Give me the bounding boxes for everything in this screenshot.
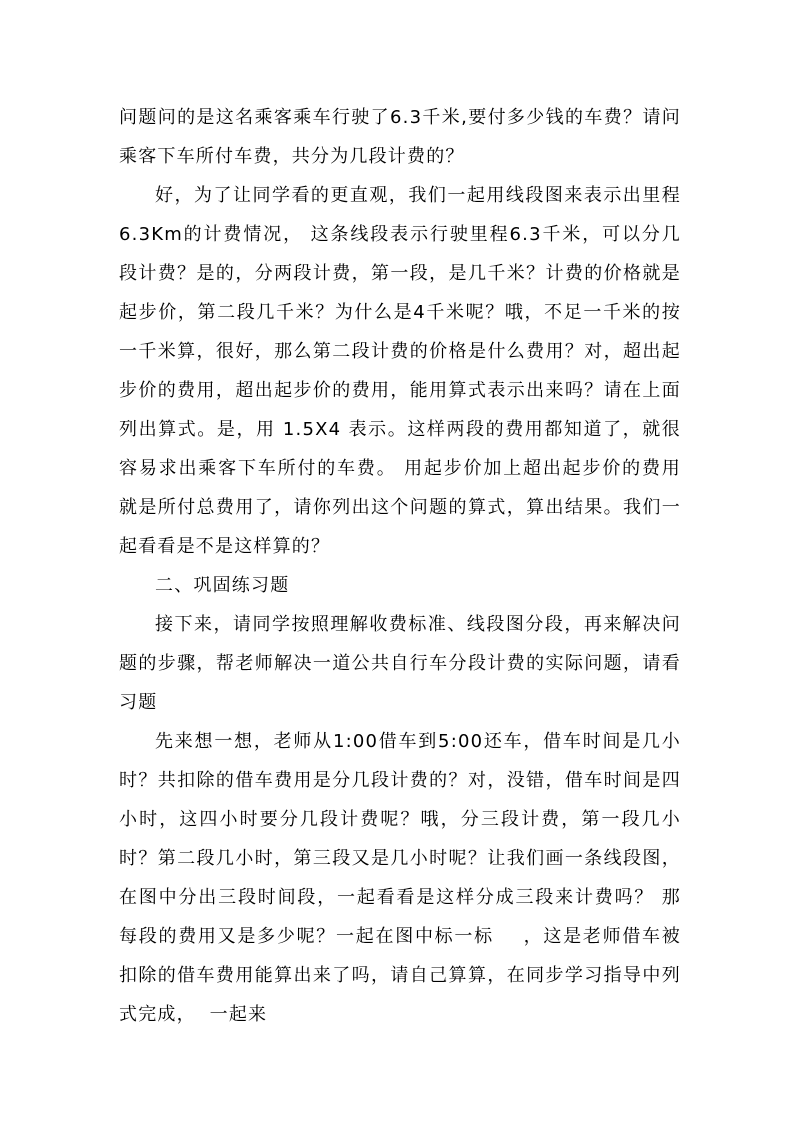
paragraph-practice-intro: 接下来，请同学按照理解收费标准、线段图分段，再来解决问题的步骤，帮老师解决一道公共自行车分段计费的实际问题，请看习题 — [119, 614, 681, 713]
paragraph-bike-rental: 先来想一想，老师从1:00借车到5:00还车，借车时间是几小时？共扣除的借车费用是分几段计费的？对，没错，借车时间是四小时，这四小时要分几段计费呢？哦，分三段计费，第一段几小时？第二段几小时，第三段又是几小时呢？让我们画一条线段图，在图中分出三段时间段，一起看看是这样分成三段来计费吗？ 那每段的费用又是多少呢？一起在图中标一标 ，这是老师借车被扣除的借车费用能算出来了吗，请自己算算，在同步学习指导中列式完成， 一起来 — [119, 731, 681, 1025]
section-heading-practice: 二、巩固练习题 — [155, 575, 290, 596]
paragraph-fare-question: 问题问的是这名乘客乘车行驶了6.3千米,要付多少钱的车费？请问乘客下车所付车费，共分为几段计费的？ — [119, 107, 681, 167]
paragraph-line-diagram: 好，为了让同学看的更直观，我们一起用线段图来表示出里程6.3Km的计费情况， 这条线段表示行驶里程6.3千米，可以分几段计费？是的，分两段计费，第一段，是几千米？计费的价格就是起步价，第二段几千米？为什么是4千米呢？哦，不足一千米的按一千米算，很好，那么第二段计费的价格是什么费用？对，超出起步价的费用，超出起步价的费用，能用算式表示出来吗？请在上面列出算式。是，用 1.5X4 表示。这样两段的费用都知道了，就很容易求出乘客下车所付的车费。 用起步价加上超出起步价的费用就是所付总费用了，请你列出这个问题的算式，算出结果。我们一起看看是不是这样算的？ — [119, 185, 681, 557]
document-body — [119, 98, 681, 1034]
